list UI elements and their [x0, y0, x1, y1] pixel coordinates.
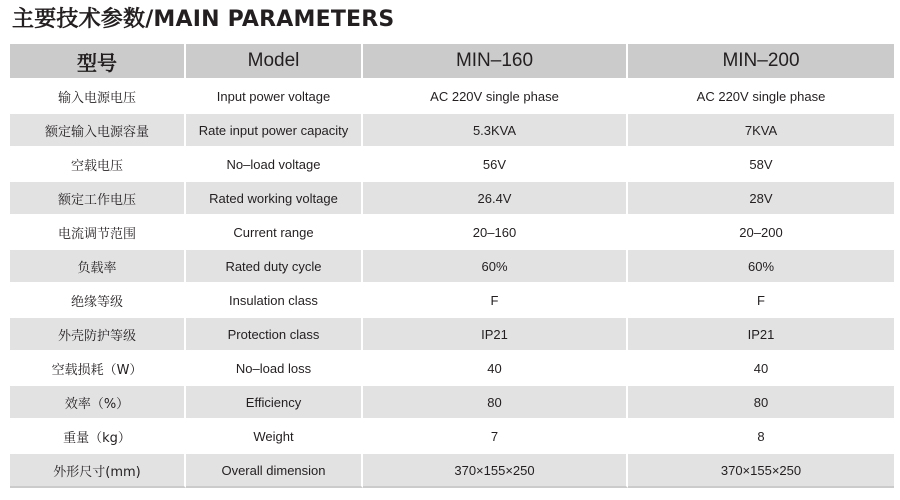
param-name-zh: 输入电源电压: [10, 80, 186, 114]
table-row: [10, 148, 894, 182]
param-name-zh: 效率（%）: [10, 386, 186, 420]
parameters-table: [10, 44, 894, 488]
table-row: [10, 284, 894, 318]
param-name-zh: 重量（kg）: [10, 420, 186, 454]
param-name-zh: 空载损耗（W）: [10, 352, 186, 386]
param-name-zh: 负载率: [10, 250, 186, 284]
table-row: [10, 352, 894, 386]
param-name-en: Efficiency: [186, 386, 363, 420]
value-min-200: 40: [628, 352, 894, 386]
value-min-200: 80: [628, 386, 894, 420]
table-row: [10, 182, 894, 216]
value-min-160: IP21: [363, 318, 628, 352]
value-min-160: 5.3KVA: [363, 114, 628, 148]
header-model-min-160: MIN–160: [363, 44, 628, 80]
value-min-200: IP21: [628, 318, 894, 352]
param-name-zh: 外壳防护等级: [10, 318, 186, 352]
table-header-row: [10, 44, 894, 80]
param-name-en: No–load voltage: [186, 148, 363, 182]
param-name-zh: 空载电压: [10, 148, 186, 182]
value-min-200: 20–200: [628, 216, 894, 250]
value-min-200: 7KVA: [628, 114, 894, 148]
param-name-en: Insulation class: [186, 284, 363, 318]
value-min-200: 58V: [628, 148, 894, 182]
value-min-200: AC 220V single phase: [628, 80, 894, 114]
header-model-min-200: MIN–200: [628, 44, 894, 80]
value-min-160: 20–160: [363, 216, 628, 250]
value-min-160: 7: [363, 420, 628, 454]
value-min-160: F: [363, 284, 628, 318]
value-min-160: 26.4V: [363, 182, 628, 216]
param-name-en: Rated duty cycle: [186, 250, 363, 284]
param-name-en: Current range: [186, 216, 363, 250]
table-row: [10, 80, 894, 114]
value-min-160: 80: [363, 386, 628, 420]
value-min-160: 56V: [363, 148, 628, 182]
value-min-160: 60%: [363, 250, 628, 284]
header-model-en: Model: [186, 44, 363, 80]
page-title: 主要技术参数/MAIN PARAMETERS: [12, 7, 395, 32]
param-name-zh: 电流调节范围: [10, 216, 186, 250]
table-row: [10, 114, 894, 148]
table-row: [10, 420, 894, 454]
value-min-200: 8: [628, 420, 894, 454]
param-name-zh: 额定工作电压: [10, 182, 186, 216]
table-row: [10, 318, 894, 352]
value-min-200: 370×155×250: [628, 454, 894, 488]
param-name-zh: 额定输入电源容量: [10, 114, 186, 148]
table-row: [10, 216, 894, 250]
param-name-en: Overall dimension: [186, 454, 363, 488]
param-name-en: Input power voltage: [186, 80, 363, 114]
value-min-200: F: [628, 284, 894, 318]
value-min-160: AC 220V single phase: [363, 80, 628, 114]
header-model-zh: 型号: [10, 44, 186, 80]
param-name-en: Rate input power capacity: [186, 114, 363, 148]
param-name-en: Rated working voltage: [186, 182, 363, 216]
value-min-160: 370×155×250: [363, 454, 628, 488]
param-name-zh: 外形尺寸(mm): [10, 454, 186, 488]
table-row: [10, 386, 894, 420]
table-row: [10, 250, 894, 284]
param-name-en: Protection class: [186, 318, 363, 352]
param-name-zh: 绝缘等级: [10, 284, 186, 318]
param-name-en: No–load loss: [186, 352, 363, 386]
value-min-160: 40: [363, 352, 628, 386]
param-name-en: Weight: [186, 420, 363, 454]
value-min-200: 28V: [628, 182, 894, 216]
table-row: [10, 454, 894, 488]
value-min-200: 60%: [628, 250, 894, 284]
